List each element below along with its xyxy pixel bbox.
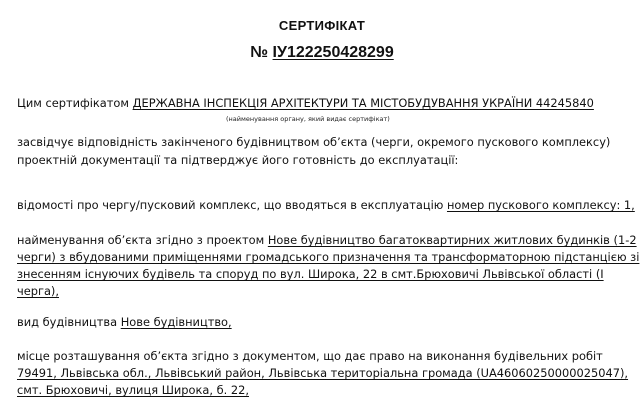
number-sign: №	[250, 44, 269, 61]
queue-line	[17, 197, 635, 213]
queue-label: відомості про чергу/пусковий комплекс, що вводяться в експлуатацію	[17, 198, 444, 212]
location-line-2	[17, 365, 629, 381]
object-name-line-1	[17, 232, 637, 248]
object-name-line-3	[17, 266, 629, 282]
object-name-value-3: знесенням існуючих будівель та споруд по вул. Широка, 22 в смт.Брюховичі Львівської області (І	[17, 267, 604, 281]
location-value-2: смт. Брюховичі, вулиця Широка, б. 22,	[17, 383, 249, 397]
object-name-value-1: Нове будівництво багатоквартирних житлових будинків (1-2	[267, 233, 637, 247]
location-line-1: місце розташування об’єкта згідно з документом, що дає право на виконання будівельних робіт	[17, 349, 603, 363]
construction-type-label: вид будівництва	[17, 315, 118, 329]
object-name-label: найменування об’єкта згідно з проектом	[17, 233, 265, 247]
certificate-number-line	[0, 44, 644, 62]
object-name-line-2	[17, 249, 640, 265]
issuer-line	[17, 95, 629, 111]
issuer-intro: Цим сертифікатом	[17, 96, 129, 110]
construction-type-value: Нове будівництво,	[120, 315, 232, 329]
location-value-1: 79491, Львівська обл., Львівський район, Львівська територіальна громада (UA46060250000025047),	[17, 366, 629, 380]
construction-type-line	[17, 314, 629, 330]
location-line-3	[17, 382, 629, 398]
issuer-caption: (найменування органу, який видає сертифікат)	[226, 115, 390, 123]
certificate-number: ІУ122250428299	[272, 44, 394, 61]
statement-line-1: засвідчує відповідність закінченого будівництвом об’єкта (черги, окремого пускового комплексу)	[17, 135, 611, 149]
object-name-line-4	[17, 283, 629, 299]
certificate-title: СЕРТИФІКАТ	[278, 18, 366, 33]
statement-line-2: проектній документації та підтверджує його готовність до експлуатації:	[17, 153, 459, 167]
issuer-organ: ДЕРЖАВНА ІНСПЕКЦІЯ АРХІТЕКТУРИ ТА МІСТОБУДУВАННЯ УКРАЇНИ 44245840	[132, 96, 594, 110]
queue-value: номер пускового комплексу: 1,	[446, 198, 635, 212]
object-name-value-2: черги) з вбудованими приміщеннями громадського призначення та трансформаторною підстанцією зі	[17, 250, 640, 264]
object-name-value-4: черга),	[17, 284, 59, 298]
